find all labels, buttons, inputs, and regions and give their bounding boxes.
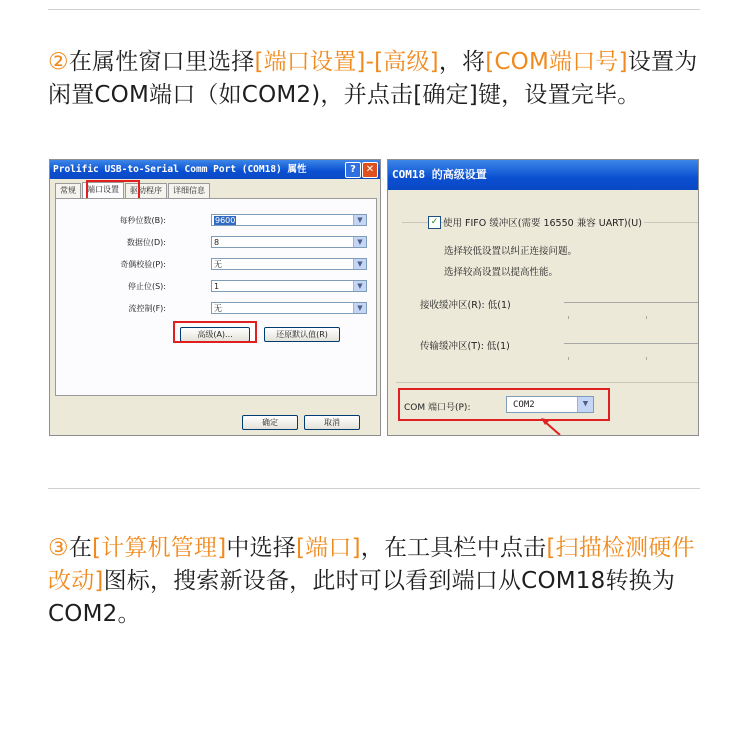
stop-bits-select[interactable]: [211, 280, 367, 292]
step2-number: ②: [48, 49, 69, 75]
advanced-titlebar: [388, 160, 698, 190]
step3-number: ③: [48, 535, 69, 561]
step3-highlight-computer-management: [计算机管理]: [92, 535, 227, 561]
flow-control-select[interactable]: [211, 302, 367, 314]
com-port-highlight: [398, 388, 610, 421]
step2-paragraph: [48, 46, 708, 112]
advanced-button-highlight: [173, 321, 257, 343]
advanced-settings-screenshot: [387, 159, 699, 436]
step2-text-3: 设置为闲置COM端口（如COM2)，并点击[确定]键，设置完毕。: [48, 49, 698, 108]
step3-text-1: 在: [68, 535, 93, 561]
hint-low-text: 选择较低设置以纠正连接问题。: [444, 246, 578, 257]
field-row-flow-control: [56, 302, 376, 316]
chevron-down-icon[interactable]: ▼: [577, 397, 593, 412]
step2-highlight-port-settings: [端口设置]: [254, 49, 366, 75]
cancel-button[interactable]: 取消: [304, 415, 360, 430]
step3-text-3: ，在工具栏中点击: [360, 535, 547, 561]
tab-driver[interactable]: 驱动程序: [125, 183, 167, 198]
fifo-label: 使用 FIFO 缓冲区(需要 16550 兼容 UART)(U): [443, 215, 644, 229]
ok-button[interactable]: 确定: [242, 415, 298, 430]
receive-buffer-label: 接收缓冲区(R): 低(1): [420, 300, 511, 311]
port-settings-panel: [55, 198, 377, 396]
hint-high-text: 选择较高设置以提高性能。: [444, 267, 559, 278]
step3-text-2: 中选择: [226, 535, 296, 561]
chevron-down-icon[interactable]: ▼: [353, 281, 366, 291]
tab-general[interactable]: 常规: [55, 183, 81, 198]
step2-highlight-advanced: [高级]: [374, 49, 439, 75]
help-icon[interactable]: ?: [345, 162, 361, 178]
field-row-data-bits: [56, 236, 376, 250]
receive-buffer-slider[interactable]: [564, 302, 699, 303]
stop-bits-value: 1: [214, 282, 220, 291]
stop-bits-label: 停止位(S):: [127, 282, 166, 291]
top-divider: [48, 9, 700, 10]
restore-defaults-button[interactable]: 还原默认值(R): [264, 327, 340, 342]
step3-highlight-scan-hardware: [扫描检测硬件改动]: [48, 535, 695, 594]
transmit-buffer-slider[interactable]: [564, 343, 699, 344]
step2-text-1: 在属性窗口里选择: [68, 49, 255, 75]
pointer-arrow-icon: [538, 417, 568, 436]
parity-label: 奇偶校验(P):: [120, 260, 166, 269]
slider-tick: [646, 357, 647, 360]
bits-per-second-select[interactable]: [211, 214, 367, 226]
flow-control-value: 无: [214, 304, 222, 313]
step2-dash: -: [365, 49, 375, 75]
bits-per-second-value: 9600: [215, 216, 236, 225]
middle-divider: [48, 488, 700, 489]
data-bits-label: 数据位(D):: [126, 238, 166, 247]
step3-text-4: 图标，搜索新设备，此时可以看到端口从COM18转换为COM2。: [48, 568, 676, 627]
section-divider: [396, 382, 699, 383]
advanced-button[interactable]: 高级(A)...: [180, 327, 250, 342]
close-icon[interactable]: ✕: [362, 162, 378, 178]
properties-title: Prolific USB-to-Serial Comm Port (COM18) 属性: [53, 164, 307, 175]
chevron-down-icon[interactable]: ▼: [353, 259, 366, 269]
step2-highlight-com-port: [COM端口号]: [485, 49, 628, 75]
com-port-value: COM2: [513, 400, 535, 410]
data-bits-select[interactable]: [211, 236, 367, 248]
chevron-down-icon[interactable]: ▼: [353, 215, 366, 225]
parity-value: 无: [214, 260, 222, 269]
com-port-label: COM 端口号(P):: [404, 403, 471, 413]
flow-control-label: 流控制(F):: [128, 304, 166, 313]
slider-tick: [646, 316, 647, 319]
transmit-buffer-label: 传输缓冲区(T): 低(1): [420, 341, 510, 352]
properties-titlebar: [50, 160, 380, 179]
field-row-stop-bits: [56, 280, 376, 294]
port-properties-screenshot: [49, 159, 381, 436]
chevron-down-icon[interactable]: ▼: [353, 303, 366, 313]
data-bits-value: 8: [214, 238, 220, 247]
step2-text-2: ，将: [438, 49, 486, 75]
chevron-down-icon[interactable]: ▼: [353, 237, 366, 247]
field-row-parity: [56, 258, 376, 272]
step3-highlight-ports: [端口]: [296, 535, 361, 561]
slider-tick: [568, 316, 569, 319]
fifo-checkbox[interactable]: ✓: [428, 216, 441, 229]
field-row-bits-per-second: [56, 214, 376, 228]
parity-select[interactable]: [211, 258, 367, 270]
tab-port-settings[interactable]: 端口设置: [82, 182, 124, 198]
advanced-title: COM18 的高级设置: [392, 168, 487, 181]
tab-details[interactable]: 详细信息: [168, 183, 210, 198]
slider-tick: [568, 357, 569, 360]
step3-paragraph: [48, 532, 708, 631]
bits-per-second-label: 每秒位数(B):: [119, 216, 166, 225]
